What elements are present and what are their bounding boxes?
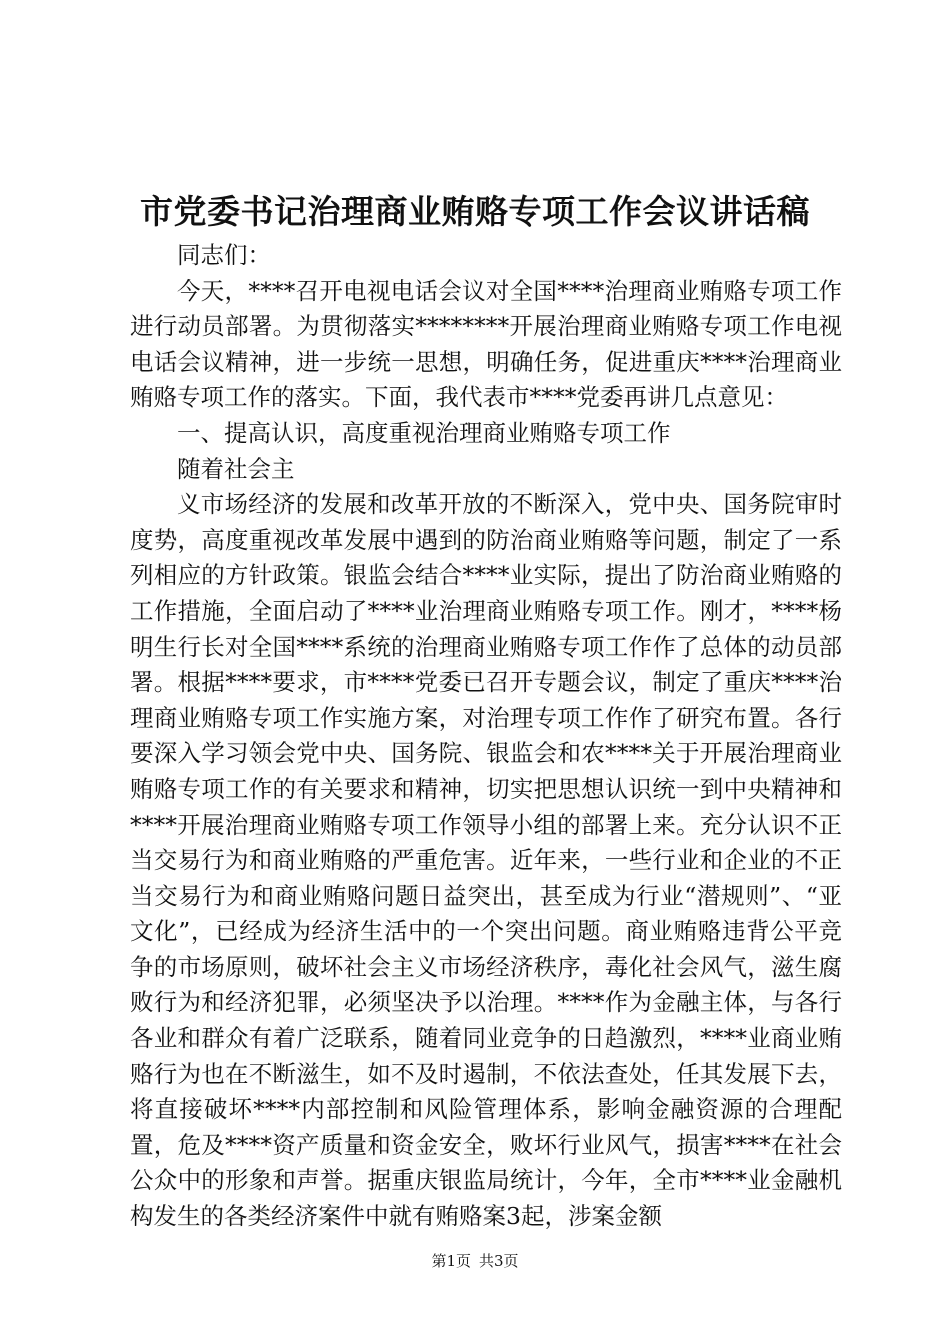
paragraph-fragment: 随着社会主 [177, 454, 295, 483]
document-title: 市党委书记治理商业贿赂专项工作会议讲话稿 [140, 192, 810, 231]
page-footer [0, 1250, 950, 1271]
paragraph-intro: 今天，****召开电视电话会议对全国****治理商业贿赂专项工作进行动员部署。为贯彻落实********开展治理商业贿赂专项工作电视电话会议精神，进一步统一思想，明确任务，促进重庆****治理商业贿赂专项工作的落实。下面，我代表市****党委再讲几点意见： [130, 276, 842, 412]
salutation: 同志们： [177, 241, 271, 269]
page-total: 共3页 [479, 1252, 519, 1270]
document-body [130, 238, 842, 1235]
paragraph-main: 义市场经济的发展和改革开放的不断深入，党中央、国务院审时度势，高度重视改革发展中遇到的防治商业贿赂等问题，制定了一系列相应的方针政策。银监会结合****业实际，提出了防治商业贿赂的工作措施，全面启动了****业治理商业贿赂专项工作。刚才，****杨明生行长对全国****系统的治理商业贿赂专项工作作了总体的动员部署。根据****要求，市****党委已召开专题会议，制定了重庆****治理商业贿赂专项工作实施方案，对治理专项工作作了研究布置。各行要深入学习领会党中央、国务院、银监会和农****关于开展治理商业贿赂专项工作的有关要求和精神，切实把思想认识统一到中央精神和****开展治理商业贿赂专项工作领导小组的部署上来。充分认识不正当交易行为和商业贿赂的严重危害。近年来，一些行业和企业的不正当交易行为和商业贿赂问题日益突出，甚至成为行业“潜规则”、“亚文化”，已经成为经济生活中的一个突出问题。商业贿赂违背公平竞争的市场原则，破坏社会主义市场经济秩序，毒化社会风气，滋生腐败行为和经济犯罪，必须坚决予以治理。****作为金融主体，与各行各业和群众有着广泛联系，随着同业竞争的日趋激烈，****业商业贿赂行为也在不断滋生，如不及时遏制，不依法查处，任其发展下去，将直接破坏****内部控制和风险管理体系，影响金融资源的合理配置，危及****资产质量和资金安全，败坏行业风气，损害****在社会公众中的形象和声誉。据重庆银监局统计，今年，全市****业金融机构发生的各类经济案件中就有贿赂案3起，涉案金额 [130, 490, 842, 1231]
section-heading-1: 一、提高认识，高度重视治理商业贿赂专项工作 [177, 418, 671, 447]
page-number: 第1页 [431, 1252, 471, 1270]
